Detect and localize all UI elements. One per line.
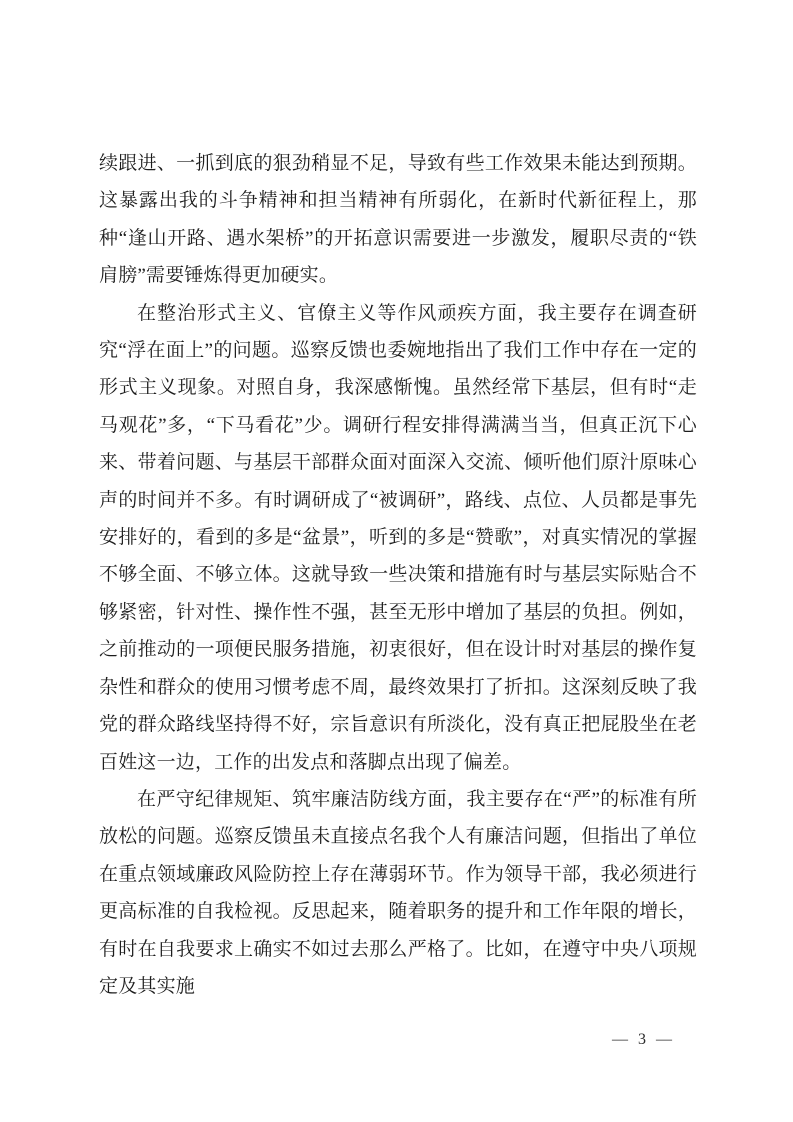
paragraph: 续跟进、一抓到底的狠劲稍显不足，导致有些工作效果未能达到预期。这暴露出我的斗争精神和担当精神有所弱化，在新时代新征程上，那种“逢山开路、遇水架桥”的开拓意识需要进一步激发，履职尽责的“铁肩膀”需要锤炼得更加硬实。 [99, 153, 697, 287]
document-body [99, 145, 697, 1005]
page-footer [612, 1031, 675, 1049]
page-number: — 3 — [612, 1031, 675, 1048]
paragraph: 在整治形式主义、官僚主义等作风顽疾方面，我主要存在调查研究“浮在面上”的问题。巡察反馈也委婉地指出了我们工作中存在一定的形式主义现象。对照自身，我深感惭愧。虽然经常下基层，但有时“走马观花”多，“下马看花”少。调研行程安排得满满当当，但真正沉下心来、带着问题、与基层干部群众面对面深入交流、倾听他们原汁原味心声的时间并不多。有时调研成了“被调研”，路线、点位、人员都是事先安排好的，看到的多是“盆景”，听到的多是“赞歌”，对真实情况的掌握不够全面、不够立体。这就导致一些决策和措施有时与基层实际贴合不够紧密，针对性、操作性不强，甚至无形中增加了基层的负担。例如，之前推动的一项便民服务措施，初衷很好，但在设计时对基层的操作复杂性和群众的使用习惯考虑不周，最终效果打了折扣。这深刻反映了我党的群众路线坚持得不好，宗旨意识有所淡化，没有真正把屁股坐在老百姓这一边，工作的出发点和落脚点出现了偏差。 [99, 302, 697, 773]
paragraph: 在严守纪律规矩、筑牢廉洁防线方面，我主要存在“严”的标准有所放松的问题。巡察反馈虽未直接点名我个人有廉洁问题，但指出了单位在重点领域廉政风险防控上存在薄弱环节。作为领导干部，我必须进行更高标准的自我检视。反思起来，随着职务的提升和工作年限的增长，有时在自我要求上确实不如过去那么严格了。比如，在遵守中央八项规定及其实施 [99, 788, 697, 997]
